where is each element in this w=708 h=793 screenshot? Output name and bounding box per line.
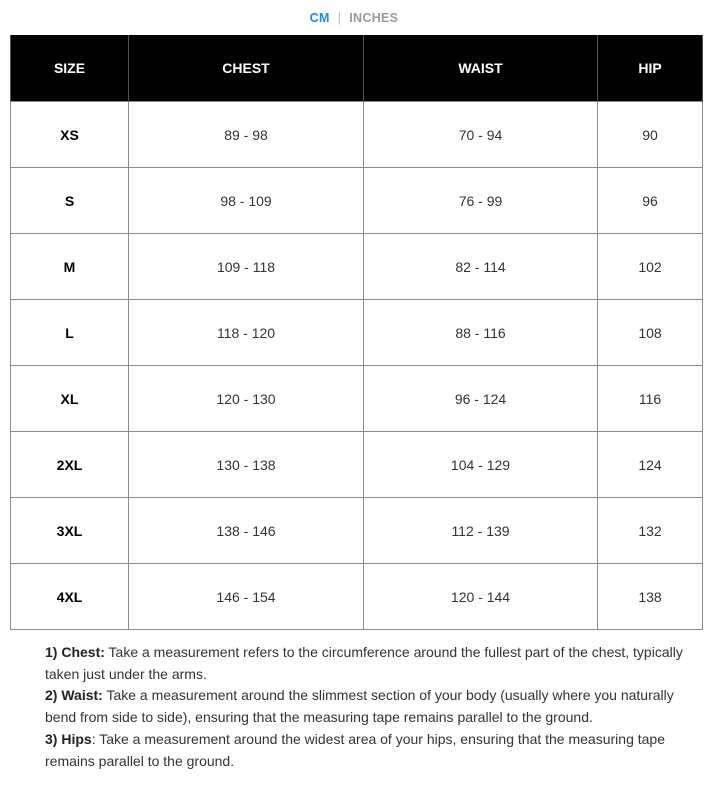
hip-cell: 124 <box>598 432 703 498</box>
chest-cell: 130 - 138 <box>129 432 364 498</box>
unit-toggle <box>0 11 708 25</box>
table-row <box>11 564 703 630</box>
waist-cell: 104 - 129 <box>364 432 598 498</box>
unit-inches-tab[interactable]: INCHES <box>349 11 399 25</box>
size-cell: XS <box>11 102 129 168</box>
size-cell: L <box>11 300 129 366</box>
size-cell: S <box>11 168 129 234</box>
waist-cell: 112 - 139 <box>364 498 598 564</box>
size-cell: 4XL <box>11 564 129 630</box>
note-waist <box>45 685 700 728</box>
table-row <box>11 300 703 366</box>
table-row <box>11 168 703 234</box>
measurement-notes <box>45 642 700 772</box>
chest-cell: 89 - 98 <box>129 102 364 168</box>
table-row <box>11 366 703 432</box>
waist-cell: 96 - 124 <box>364 366 598 432</box>
column-header-size: SIZE <box>11 35 129 102</box>
note-label: 1) Chest: <box>45 644 105 660</box>
note-text: Take a measurement around the slimmest section of your body (usually where you naturally bend from side to side), ensuring that the measuring tape remains parallel to the ground. <box>45 687 674 726</box>
waist-cell: 82 - 114 <box>364 234 598 300</box>
size-cell: M <box>11 234 129 300</box>
hip-cell: 132 <box>598 498 703 564</box>
chest-cell: 109 - 118 <box>129 234 364 300</box>
column-header-chest: CHEST <box>129 35 364 102</box>
note-label: 3) Hips <box>45 730 92 747</box>
column-header-waist: WAIST <box>364 35 598 102</box>
table-row <box>11 102 703 168</box>
size-cell: 2XL <box>11 432 129 498</box>
hip-cell: 102 <box>598 234 703 300</box>
table-row <box>11 498 703 564</box>
waist-cell: 88 - 116 <box>364 300 598 366</box>
size-cell: XL <box>11 366 129 432</box>
note-text: Take a measurement refers to the circumference around the fullest part of the chest, typically taken just under the arms. <box>45 644 683 682</box>
note-chest <box>45 642 700 685</box>
waist-cell: 120 - 144 <box>364 564 598 630</box>
note-text: : Take a measurement around the widest area of your hips, ensuring that the measuring tape remains parallel to the ground. <box>45 730 665 769</box>
hip-cell: 108 <box>598 300 703 366</box>
hip-cell: 138 <box>598 564 703 630</box>
waist-cell: 76 - 99 <box>364 168 598 234</box>
size-cell: 3XL <box>11 498 129 564</box>
hip-cell: 90 <box>598 102 703 168</box>
chest-cell: 146 - 154 <box>129 564 364 630</box>
chest-cell: 120 - 130 <box>129 366 364 432</box>
chest-cell: 138 - 146 <box>129 498 364 564</box>
column-header-hip: HIP <box>598 35 703 102</box>
unit-cm-tab[interactable]: CM <box>309 11 330 25</box>
waist-cell: 70 - 94 <box>364 102 598 168</box>
hip-cell: 96 <box>598 168 703 234</box>
size-chart-table <box>10 35 703 630</box>
table-row <box>11 432 703 498</box>
table-row <box>11 234 703 300</box>
chest-cell: 98 - 109 <box>129 168 364 234</box>
note-hips <box>45 729 700 772</box>
chest-cell: 118 - 120 <box>129 300 364 366</box>
hip-cell: 116 <box>598 366 703 432</box>
unit-separator: | <box>337 11 342 25</box>
note-label: 2) Waist: <box>45 687 103 704</box>
table-header-row <box>11 35 703 102</box>
